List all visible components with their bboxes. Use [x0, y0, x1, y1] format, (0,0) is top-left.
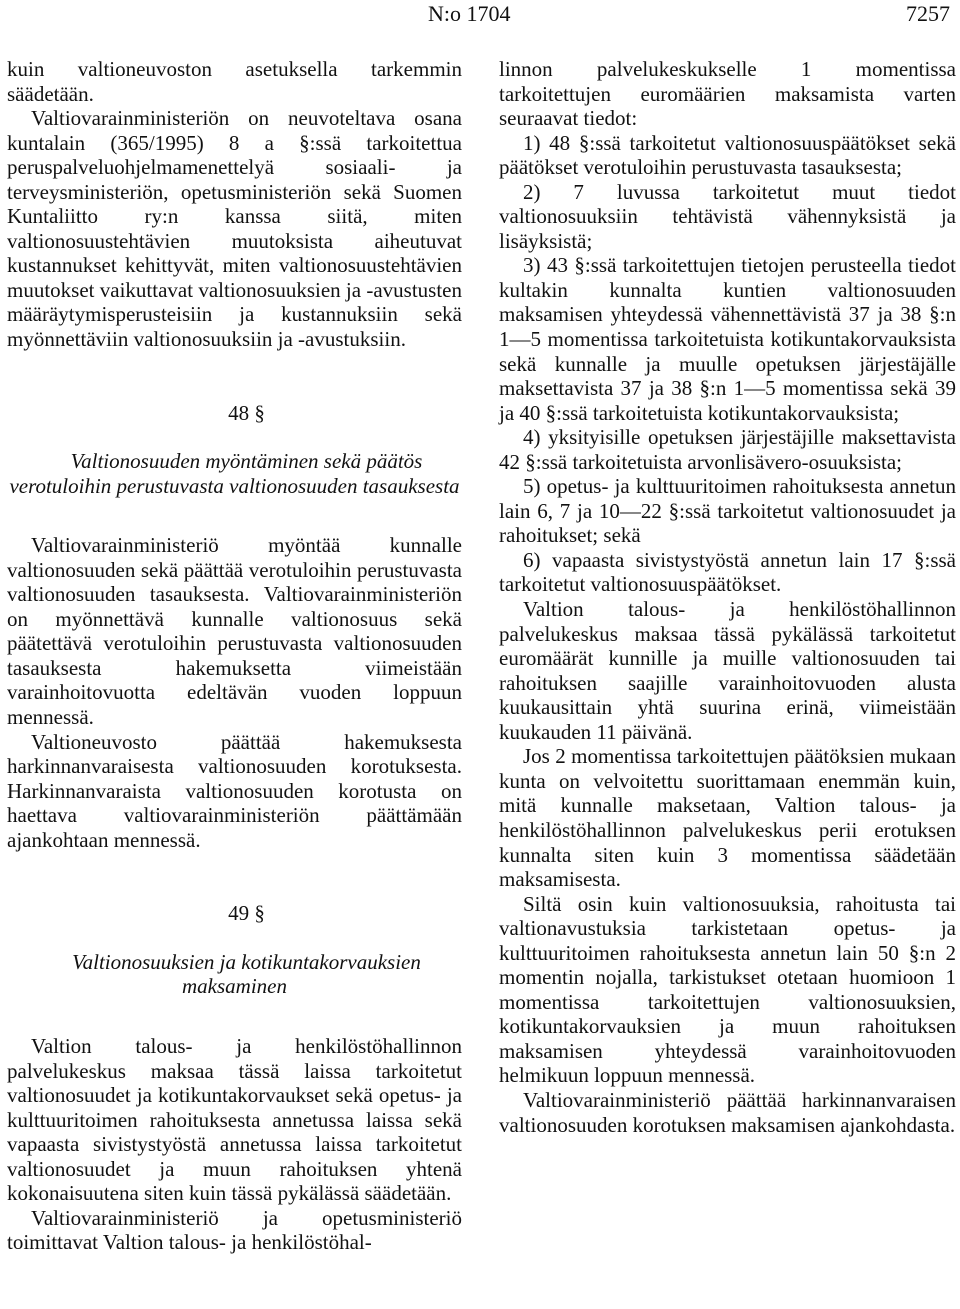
paragraph: Siltä osin kuin valtionosuuksia, rahoitusta tai valtionavustuksia tarkistetaan opetus- ja kulttuuritoimen rahoituksesta annetun lain 50 §:n 2 momentin nojalla, tarkistukset otetaan huomioon 1 momentissa tarkoitettujen valtionosuuksien, kotikuntakorvauksien ja muun rahoituksen maksamisen yhteydessä varainhoitovuoden helmikuun loppuun mennessä. [499, 891, 956, 1088]
list-item: 6) vapaasta sivistystyöstä annetun lain 17 §:ssä tarkoitetut valtionosuuspäätökset. [499, 547, 956, 597]
paragraph: linnon palvelukeskukselle 1 momentissa tarkoitettujen euromäärien maksamista varten seuraavat tiedot: [499, 57, 956, 131]
paragraph: Valtiovarainministeriö päättää harkinnanvaraisen valtionosuuden korotuksen maksamisen ajankohdasta. [499, 1087, 956, 1137]
paragraph: Valtioneuvosto päättää hakemuksesta harkinnanvaraisesta valtionosuuden korotuksesta. Harkinnanvaraista valtionosuuden korotusta on haettava valtiovarainministeriön päättämään ajankohtaan mennessä. [7, 729, 462, 852]
statute-number: N:o 1704 [428, 1, 511, 26]
list-item: 4) yksityisille opetuksen järjestäjille maksettavista 42 §:ssä tarkoitetuista arvonlisävero-osuuksista; [499, 425, 956, 474]
section-title: Valtionosuuksien ja kotikuntakorvauksien maksaminen [72, 949, 421, 999]
list-item: 3) 43 §:ssä tarkoitettujen tietojen perusteella tiedot kultakin kunnalta kuntien valtionosuuden maksamisen yhteydessä vähennettävistä 37 ja 38 §:n 1—5 momentissa tarkoitetuista kotikuntakorvauksista sekä kunnalle ja muulle opetuksen järjestäjälle maksettavista 37 ja 38 §:n 1—5 momentissa sekä 39 ja 40 §:ssä tarkoitetuista kotikuntakorvauksista; [499, 253, 956, 425]
list-item: 5) opetus- ja kulttuuritoimen rahoituksesta annetun lain 6, 7 ja 10—22 §:ssä tarkoitetut valtionosuudet ja rahoitukset; sekä [499, 474, 956, 548]
list-item: 2) 7 luvussa tarkoitetut muut tiedot valtionosuuksiin tehtävistä vähennyksistä ja lisäyksistä; [499, 179, 956, 253]
paragraph: Valtiovarainministeriö myöntää kunnalle valtionosuuden sekä päättää verotuloihin perustuvasta valtionosuuden tasauksesta. Valtiovarainministeriön on myönnettävä kunnalle valtionosuus sekä päätettävä verotuloihin perustuvasta valtionosuuden tasauksesta hakemuksetta viimeistään varainhoitovuotta edeltävän vuoden loppuun mennessä. [7, 533, 462, 730]
paragraph: Valtiovarainministeriö ja opetusministeriö toimittavat Valtion talous- ja henkilöstöhal- [7, 1205, 462, 1255]
paragraph: Valtion talous- ja henkilöstöhallinnon palvelukeskus maksaa tässä pykälässä tarkoitetut euromäärät kunnille ja muille valtionosuuden tai rahoituksen saajille varainhoitovuoden alusta kuukausittain yhtä suurina erinä, viimeistään kuukauden 11 päivänä. [499, 597, 956, 744]
page-number: 7257 [906, 1, 950, 26]
paragraph: Jos 2 momentissa tarkoitettujen päätöksien mukaan kunta on velvoitettu suorittamaan enemmän kuin, mitä kunnalle maksetaan, Valtion talous- ja henkilöstöhallinnon palvelukeskus perii erotuksen kunnalta siten kuin 3 momentissa säädetään maksamisesta. [499, 744, 956, 892]
section-number: 48 § [228, 400, 265, 425]
paragraph: kuin valtioneuvoston asetuksella tarkemmin säädetään. [7, 57, 462, 106]
section-number: 49 § [228, 901, 265, 926]
right-column [499, 57, 956, 1137]
paragraph: Valtion talous- ja henkilöstöhallinnon palvelukeskus maksaa tässä laissa tarkoitetut valtionosuudet ja kotikuntakorvaukset sekä opetus- ja kulttuuritoimen rahoituksesta annetussa laissa sekä vapaasta sivistystyöstä annetussa laissa tarkoitetut valtionosuudet ja muun rahoituksen yhtenä kokonaisuutena siten kuin tässä pykälässä säädetään. [7, 1033, 462, 1206]
page-header [0, 0, 960, 30]
left-column [7, 57, 462, 1255]
paragraph: Valtiovarainministeriön on neuvoteltava osana kuntalain (365/1995) 8 a §:ssä tarkoitettua peruspalveluohjelmamenettelyä sosiaali- ja terveysministeriön, opetusministeriön sekä Suomen Kuntaliitto ry:n kanssa siitä, miten valtionosuustehtävien muutoksista aiheutuvat kustannukset kehittyvät, miten valtionosuustehtävien muutokset vaikuttavat valtionosuuksien ja -avustusten määräytymisperusteisiin ja kustannuksiin sekä myönnettäviin valtionosuuksiin ja -avustuksiin. [7, 106, 462, 352]
list-item: 1) 48 §:ssä tarkoitetut valtionosuuspäätökset sekä päätökset verotuloihin perustuvasta tasauksesta; [499, 130, 956, 180]
section-title: Valtionosuuden myöntäminen sekä päätös verotuloihin perustuvasta valtionosuuden tasauksesta [9, 449, 460, 498]
